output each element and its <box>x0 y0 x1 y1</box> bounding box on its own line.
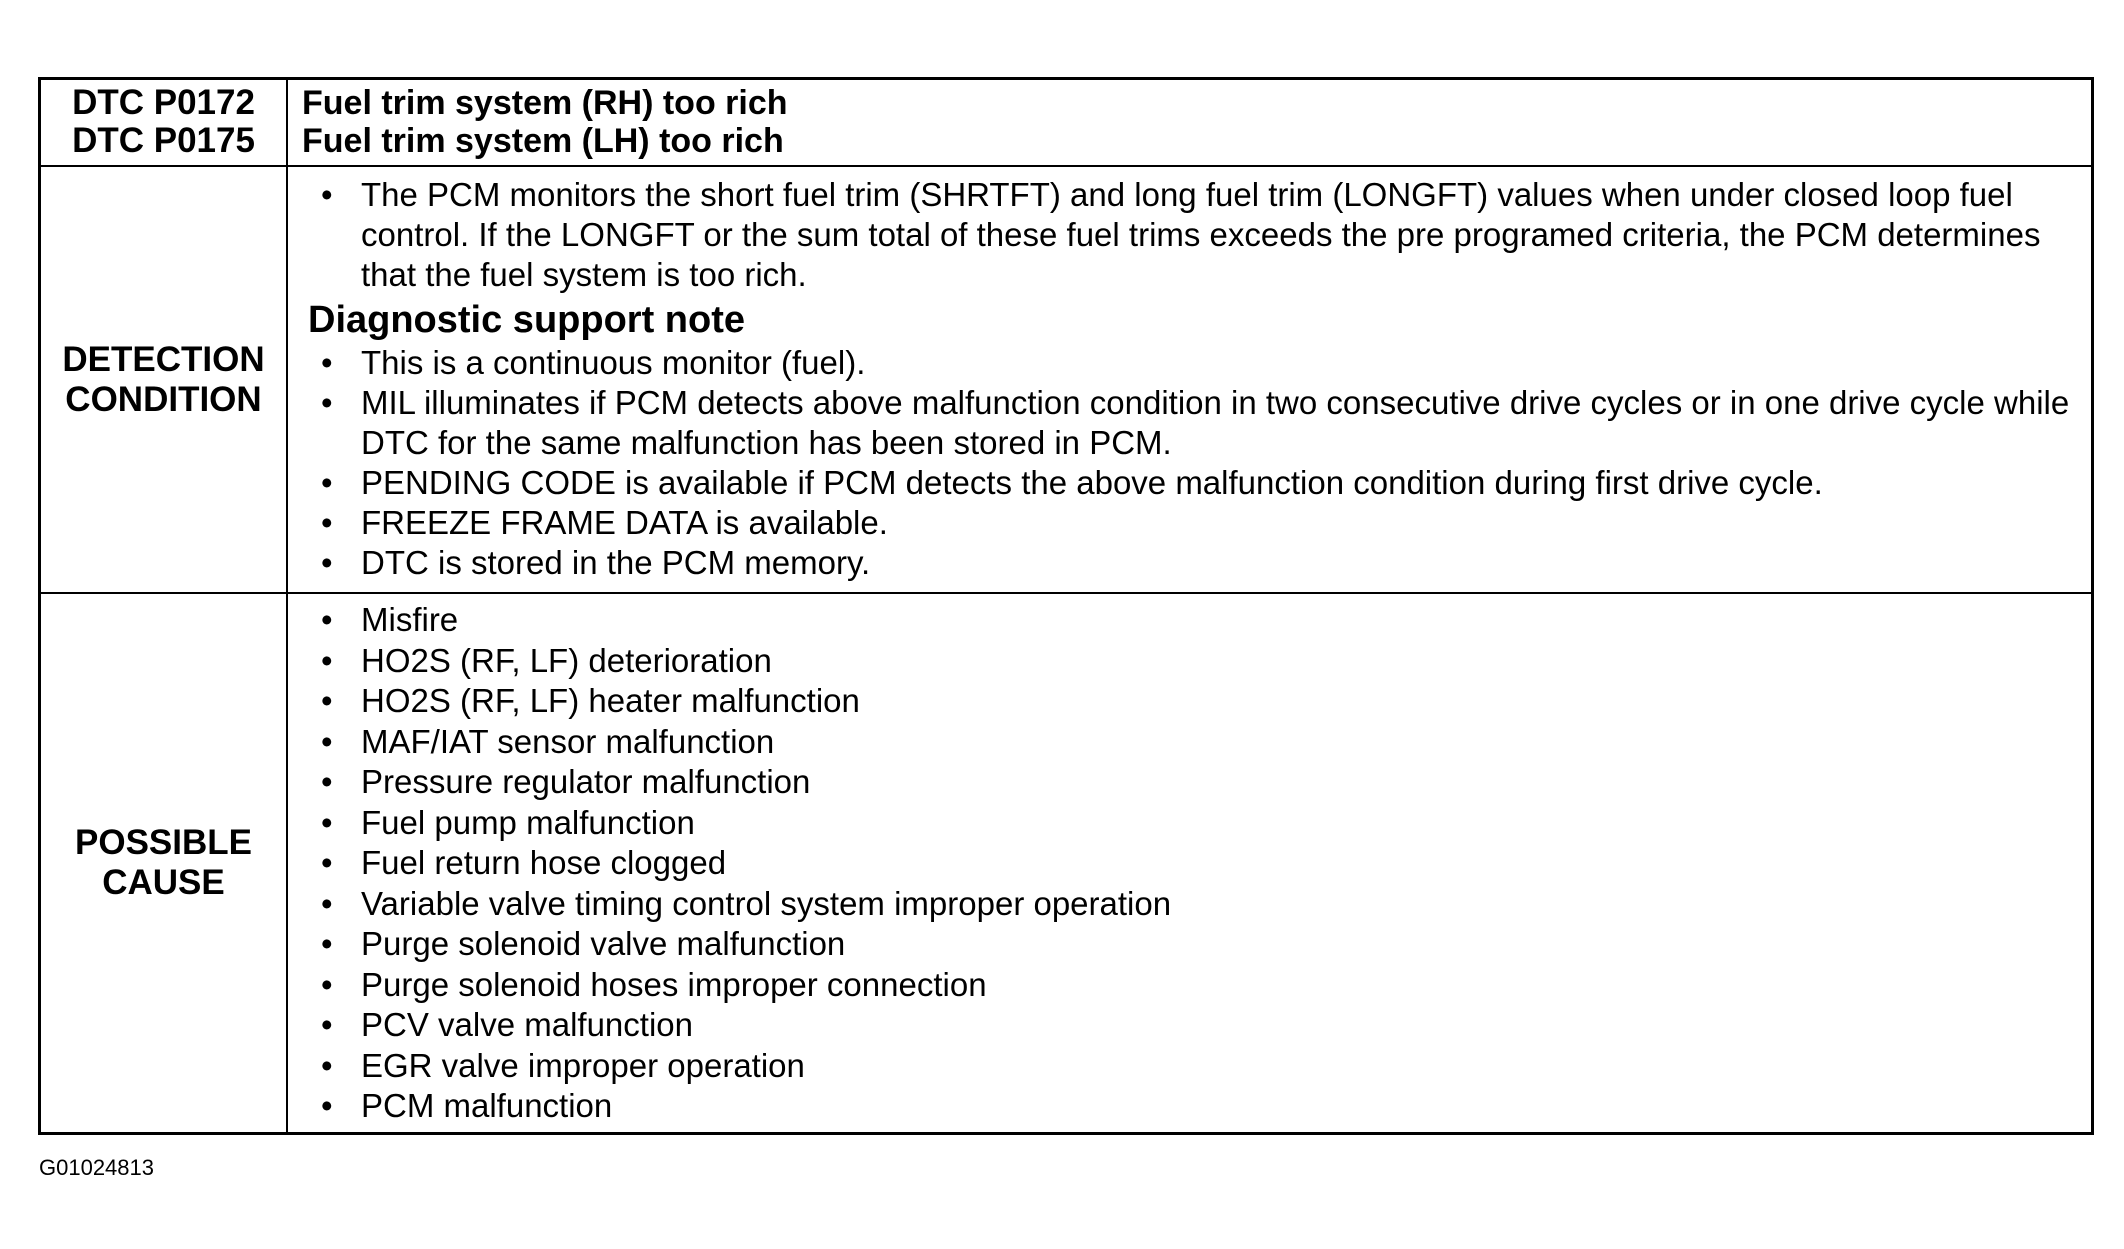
note-text: DTC is stored in the PCM memory. <box>361 544 871 581</box>
list-item <box>308 503 2075 543</box>
possible-cause-label-line-2: CAUSE <box>102 863 225 902</box>
dtc-description-cell <box>288 80 2091 167</box>
bullet-icon: • <box>321 544 333 581</box>
bullet-icon: • <box>321 803 333 841</box>
bullet-icon: • <box>321 763 333 800</box>
list-item <box>308 463 2075 503</box>
bullet-icon: • <box>321 504 333 541</box>
cause-text: HO2S (RF, LF) deterioration <box>361 641 772 679</box>
cause-text: Purge solenoid valve malfunction <box>361 925 846 962</box>
bullet-icon: • <box>321 344 333 381</box>
list-item <box>308 1046 2075 1087</box>
cause-text: Pressure regulator malfunction <box>361 763 811 800</box>
list-item <box>308 681 2075 722</box>
bullet-icon: • <box>321 965 333 1003</box>
list-item <box>308 641 2075 682</box>
possible-cause-content <box>288 594 2091 1132</box>
list-item <box>308 1086 2075 1127</box>
bullet-icon: • <box>321 1087 333 1124</box>
bullet-icon: • <box>321 722 333 760</box>
dtc-table <box>38 77 2094 1135</box>
bullet-icon: • <box>321 1046 333 1084</box>
bullet-icon: • <box>321 884 333 922</box>
list-item <box>308 722 2075 763</box>
note-text: FREEZE FRAME DATA is available. <box>361 504 888 541</box>
cause-text: Purge solenoid hoses improper connection <box>361 965 987 1003</box>
cause-text: Misfire <box>361 601 459 638</box>
bullet-icon: • <box>321 925 333 962</box>
note-text: This is a continuous monitor (fuel). <box>361 344 866 381</box>
cause-text: MAF/IAT sensor malfunction <box>361 722 775 760</box>
dtc-code-p0175: DTC P0175 <box>72 121 255 160</box>
bullet-icon: • <box>321 384 333 421</box>
bullet-icon: • <box>321 601 333 638</box>
list-item <box>308 803 2075 844</box>
list-item <box>308 762 2075 803</box>
detection-condition-label <box>41 167 288 594</box>
list-item <box>308 600 2075 641</box>
list-item <box>308 924 2075 965</box>
cause-text: PCV valve malfunction <box>361 1006 693 1043</box>
dtc-code-p0172: DTC P0172 <box>72 83 255 122</box>
note-text: MIL illuminates if PCM detects above malfunction condition in two consecutive drive cycles or in one drive cycle while DTC for the same malfunction has been stored in PCM. <box>361 384 2070 461</box>
diagnostic-notes-list <box>308 343 2075 583</box>
detection-intro-list <box>308 175 2075 295</box>
bullet-icon: • <box>321 682 333 719</box>
list-item <box>308 1005 2075 1046</box>
cause-text: Fuel pump malfunction <box>361 803 695 841</box>
dtc-description-lh: Fuel trim system (LH) too rich <box>302 122 784 160</box>
dtc-code-cell <box>41 80 288 167</box>
possible-cause-label-line-1: POSSIBLE <box>75 823 252 862</box>
cause-text: Fuel return hose clogged <box>361 844 727 881</box>
dtc-description-rh: Fuel trim system (RH) too rich <box>302 84 788 122</box>
bullet-icon: • <box>321 1006 333 1043</box>
detection-label-line-1: DETECTION <box>62 339 265 379</box>
bullet-icon: • <box>321 176 333 213</box>
cause-text: HO2S (RF, LF) heater malfunction <box>361 682 860 719</box>
list-item <box>308 843 2075 884</box>
possible-cause-list <box>308 600 2075 1127</box>
bullet-icon: • <box>321 844 333 881</box>
list-item <box>308 543 2075 583</box>
list-item <box>308 343 2075 383</box>
cause-text: EGR valve improper operation <box>361 1046 805 1084</box>
list-item <box>308 383 2075 463</box>
list-item <box>308 965 2075 1006</box>
list-item <box>308 175 2075 295</box>
cause-text: PCM malfunction <box>361 1087 613 1124</box>
bullet-icon: • <box>321 641 333 679</box>
cause-text: Variable valve timing control system improper operation <box>361 884 1172 922</box>
diagnostic-support-note-heading: Diagnostic support note <box>308 299 745 341</box>
bullet-icon: • <box>321 464 333 501</box>
detection-label-line-2: CONDITION <box>65 379 262 419</box>
note-text: PENDING CODE is available if PCM detects the above malfunction condition during first drive cycle. <box>361 464 1823 501</box>
list-item <box>308 884 2075 925</box>
detection-condition-content <box>288 167 2091 594</box>
figure-id: G01024813 <box>39 1155 154 1180</box>
possible-cause-label <box>41 594 288 1132</box>
detection-intro-text: The PCM monitors the short fuel trim (SHRTFT) and long fuel trim (LONGFT) values when under closed loop fuel control. If the LONGFT or the sum total of these fuel trims exceeds the pre programed criteria, the PCM determines that the fuel system is too rich. <box>361 176 2041 293</box>
